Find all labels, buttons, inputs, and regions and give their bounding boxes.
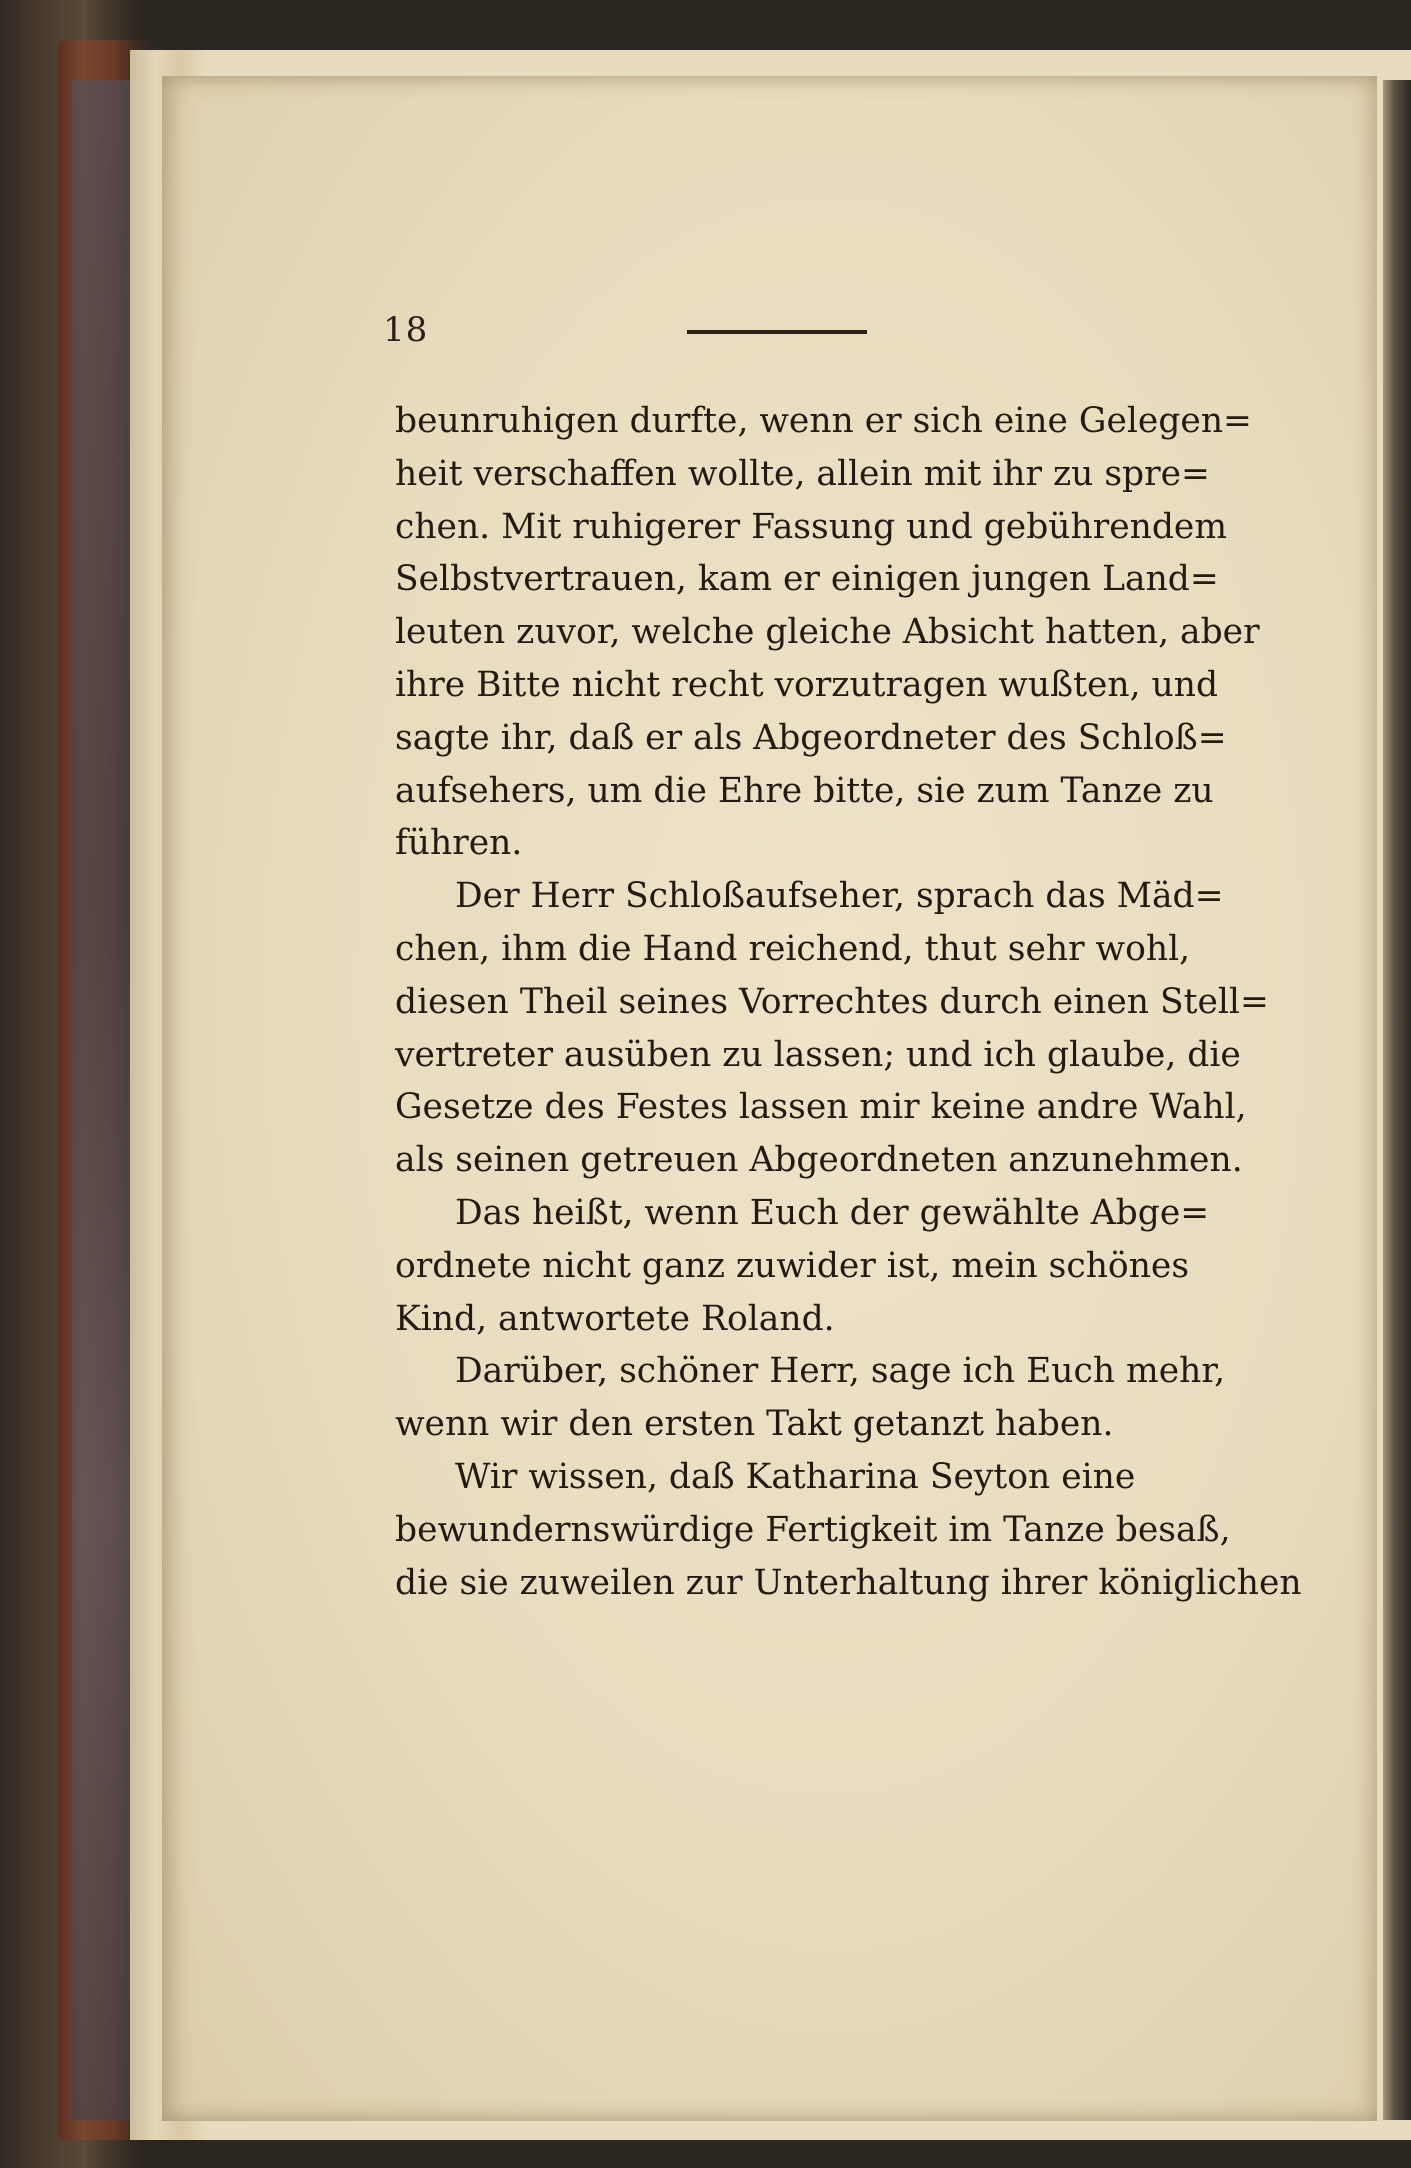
text-line: ordnete nicht ganz zuwider ist, mein schönes <box>395 1245 1190 1286</box>
text-line: als seinen getreuen Abgeordneten anzunehmen. <box>395 1140 1243 1181</box>
text-line: aufsehers, um die Ehre bitte, sie zum Tanze zu <box>395 770 1214 811</box>
text-line: wenn wir den ersten Takt getanzt haben. <box>395 1404 1114 1445</box>
text-line: Der Herr Schloßaufseher, sprach das Mäd= <box>455 876 1224 917</box>
body-text <box>395 395 1302 1609</box>
text-line: führen. <box>395 823 523 864</box>
page-number: 18 <box>383 310 429 350</box>
facing-page-edge <box>1383 80 1411 2120</box>
text-line: beunruhigen durfte, wenn er sich eine Gelegen= <box>395 401 1252 441</box>
text-line: bewundernswürdige Fertigkeit im Tanze besaß, <box>395 1509 1231 1550</box>
page-header <box>365 310 1225 360</box>
text-line: Das heißt, wenn Euch der gewählte Abge= <box>455 1192 1210 1233</box>
header-rule <box>687 330 867 334</box>
text-line: chen, ihm die Hand reichend, thut sehr wohl, <box>395 928 1191 969</box>
text-line: die sie zuweilen zur Unterhaltung ihrer königlichen <box>395 1562 1302 1603</box>
text-line: Wir wissen, daß Katharina Seyton eine <box>455 1456 1136 1497</box>
text-line: heit verschaffen wollte, allein mit ihr zu spre= <box>395 453 1210 494</box>
text-line: Selbstvertrauen, kam er einigen jungen Land= <box>395 559 1219 600</box>
text-line: diesen Theil seines Vorrechtes durch einen Stell= <box>395 981 1269 1022</box>
text-line: sagte ihr, daß er als Abgeordneter des Schloß= <box>395 717 1227 758</box>
book-cover-board <box>72 80 132 2120</box>
text-line: chen. Mit ruhigerer Fassung und gebührendem <box>395 506 1228 547</box>
text-line: Gesetze des Festes lassen mir keine andre Wahl, <box>395 1087 1247 1128</box>
text-line: leuten zuvor, welche gleiche Absicht hatten, aber <box>395 612 1260 653</box>
text-line: Darüber, schöner Herr, sage ich Euch mehr, <box>455 1351 1226 1392</box>
text-line: Kind, antwortete Roland. <box>395 1298 835 1339</box>
text-line: vertreter ausüben zu lassen; und ich glaube, die <box>395 1034 1241 1075</box>
text-line: ihre Bitte nicht recht vorzutragen wußten, und <box>395 664 1219 705</box>
